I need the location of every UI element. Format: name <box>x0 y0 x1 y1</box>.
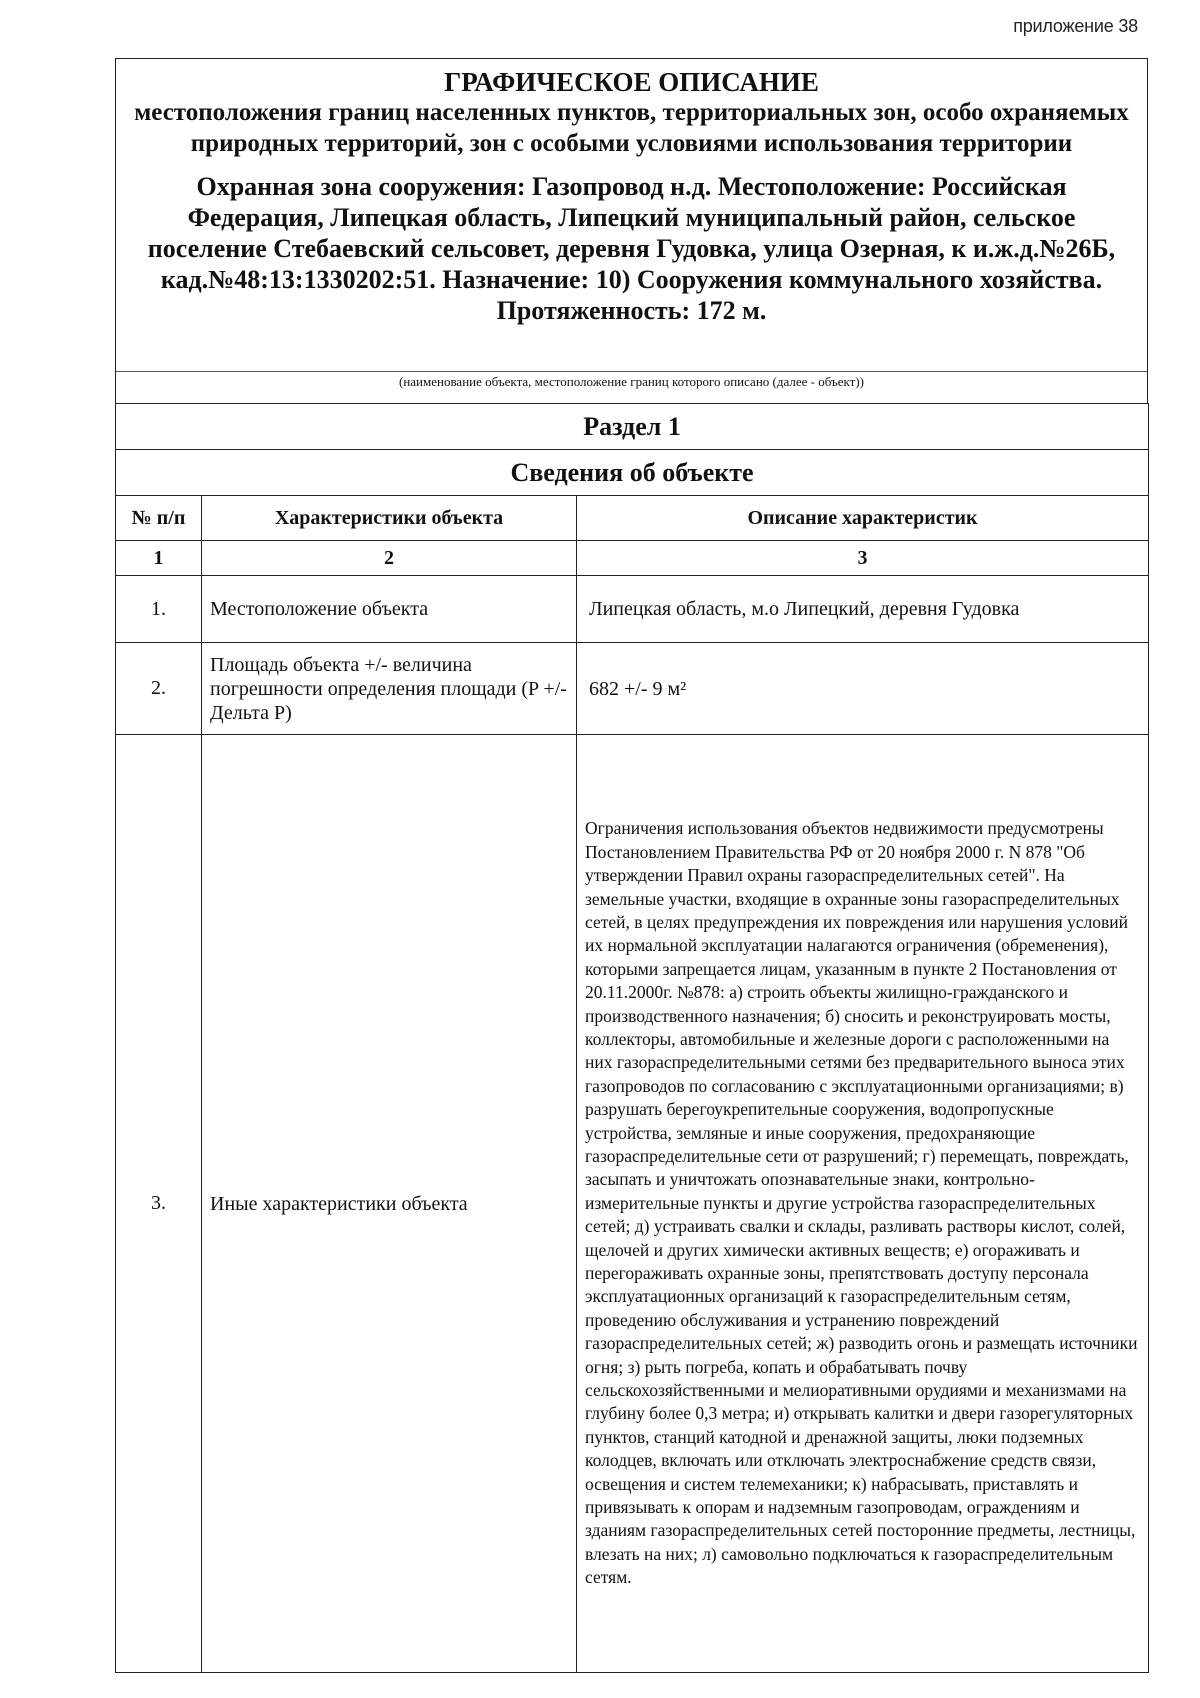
table-row <box>116 576 1149 643</box>
header-description: Описание характеристик <box>577 496 1149 541</box>
table-row <box>116 735 1149 1673</box>
row-description: 682 +/- 9 м² <box>577 643 1149 735</box>
header-characteristic: Характеристики объекта <box>202 496 577 541</box>
row-description: Ограничения использования объектов недвижимости предусмотрены Постановлением Правительства РФ от 20 ноября 2000 г. N 878 "Об утверждении Правил охраны газораспределительных сетей". На земельные участки, входящие в охранные зоны газораспределительных сетей, в целях предупреждения их повреждения или нарушения условий их нормальной эксплуатации налагаются ограничения (обременения), которыми запрещается лицам, указанным в пункте 2 Постановления от 20.11.2000г. №878: а) строить объекты жилищно-гражданского и производственного назначения; б) сносить и реконструировать мосты, коллекторы, автомобильные и железные дороги с расположенными на них газораспределительными сетями без предварительного выноса этих газопроводов по согласованию с эксплуатационными организациями; в) разрушать берегоукрепительные сооружения, водопропускные устройства, земляные и иные сооружения, предохраняющие газораспределительные сети от разрушений; г) перемещать, повреждать, засыпать и уничтожать опознавательные знаки, контрольно-измерительные пункты и другие устройства газораспределительных сетей; д) устраивать свалки и склады, разливать растворы кислот, солей, щелочей и других химически активных веществ; е) огораживать и перегораживать охранные зоны, препятствовать доступу персонала эксплуатационных организаций к газораспределительным сетям, проведению обслуживания и устранению повреждений газораспределительных сетей; ж) разводить огонь и размещать источники огня; з) рыть погреба, копать и обрабатывать почву сельскохозяйственными и мелиоративными орудиями и механизмами на глубину более 0,3 метра; и) открывать калитки и двери газорегуляторных пунктов, станций катодной и дренажной защиты, люки подземных колодцев, включать или отключать электроснабжение средств связи, освещения и систем телемеханики; к) набрасывать, приставлять и привязывать к опорам и надземным газопроводам, ограждениям и зданиям газораспределительных сетей посторонние предметы, лестницы, влезать на них; л) самовольно подключаться к газораспределительным сетям. <box>577 735 1149 1673</box>
column-number-row <box>116 541 1149 576</box>
document-subtitle: местоположения границ населенных пунктов, территориальных зон, особо охраняемых природных территорий, зон с особыми условиями использования территории <box>134 99 1129 157</box>
object-name: Охранная зона сооружения: Газопровод н.д. Местоположение: Российская Федерация, Липецкая область, Липецкий муниципальный район, сельское поселение Стебаевский сельсовет, деревня Гудовка, улица Озерная, к и.ж.д.№26Б, кад.№48:13:1330202:51. Назначение: 10) Сооружения коммунального хозяйства. Протяженность: 172 м. <box>147 172 1116 325</box>
column-number: 1 <box>116 541 202 576</box>
row-characteristic: Площадь объекта +/- величина погрешности определения площади (P +/- Дельта P) <box>202 643 577 735</box>
appendix-label: приложение 38 <box>1013 16 1138 36</box>
header-num: № п/п <box>116 496 202 541</box>
row-number: 2. <box>116 643 202 735</box>
section-subtitle: Сведения об объекте <box>116 450 1149 496</box>
row-number: 1. <box>116 576 202 643</box>
column-number: 3 <box>577 541 1149 576</box>
section-title: Раздел 1 <box>116 404 1149 450</box>
object-caption: (наименование объекта, местоположение границ которого описано (далее - объект)) <box>116 371 1147 403</box>
row-description: Липецкая область, м.о Липецкий, деревня Гудовка <box>577 576 1149 643</box>
document-header <box>115 58 1148 403</box>
row-characteristic: Местоположение объекта <box>202 576 577 643</box>
table-row <box>116 643 1149 735</box>
table-header-row <box>116 496 1149 541</box>
row-characteristic: Иные характеристики объекта <box>202 735 577 1673</box>
row-number: 3. <box>116 735 202 1673</box>
document-title: ГРАФИЧЕСКОЕ ОПИСАНИЕ <box>444 67 819 97</box>
column-number: 2 <box>202 541 577 576</box>
object-info-table <box>115 403 1149 1673</box>
